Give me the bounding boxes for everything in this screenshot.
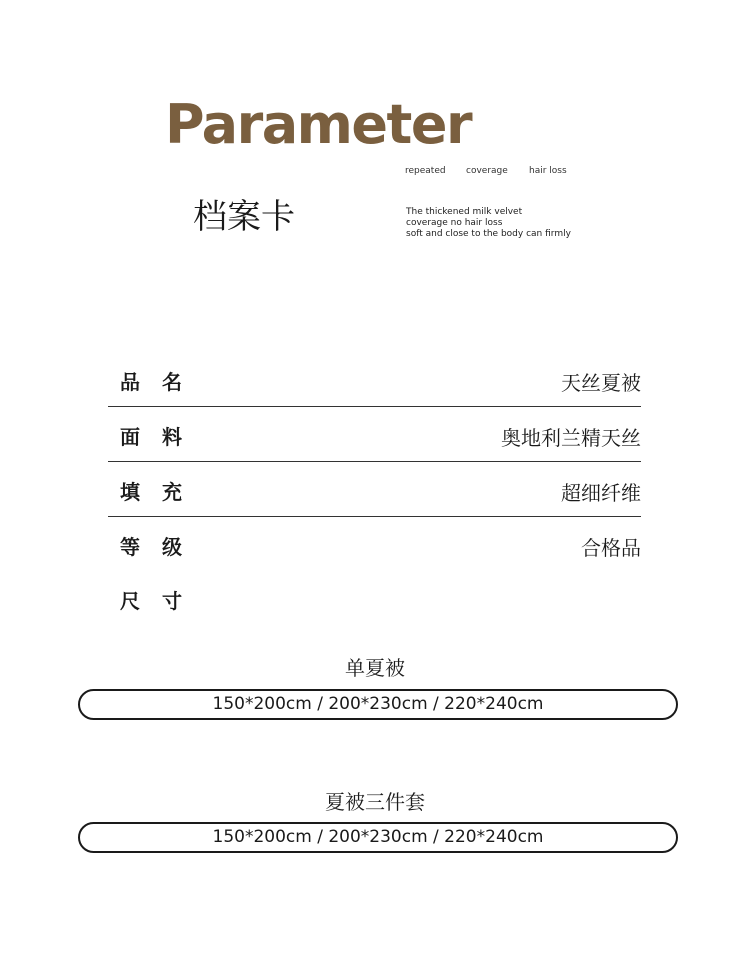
param-row-grade xyxy=(108,517,641,571)
size-title-single: 单夏被 xyxy=(345,656,405,680)
page-title: Parameter xyxy=(165,93,472,156)
tag-coverage: coverage xyxy=(466,166,508,176)
tag-hair-loss: hair loss xyxy=(529,166,567,176)
param-row-name xyxy=(108,352,641,407)
param-label: 填充 xyxy=(120,480,204,504)
description-line-3: soft and close to the body can firmly xyxy=(406,229,571,239)
param-label: 等级 xyxy=(120,535,204,559)
param-label: 面料 xyxy=(120,425,204,449)
size-title-set: 夏被三件套 xyxy=(325,790,425,814)
param-row-filling xyxy=(108,462,641,517)
param-value: 天丝夏被 xyxy=(561,371,641,395)
description-line-2: coverage no hair loss xyxy=(406,218,503,228)
param-row-size xyxy=(108,571,641,625)
size-spec-single: 150*200cm / 200*230cm / 220*240cm xyxy=(78,689,678,720)
description xyxy=(406,207,571,240)
subtitle: 档案卡 xyxy=(193,197,295,237)
parameter-table xyxy=(108,352,641,625)
description-line-1: The thickened milk velvet xyxy=(406,207,523,217)
tag-repeated: repeated xyxy=(405,166,446,176)
param-row-fabric xyxy=(108,407,641,462)
size-spec-set: 150*200cm / 200*230cm / 220*240cm xyxy=(78,822,678,853)
param-label: 尺寸 xyxy=(120,589,204,613)
param-label: 品名 xyxy=(120,370,204,394)
param-value: 超细纤维 xyxy=(561,481,641,505)
param-value: 奥地利兰精天丝 xyxy=(501,426,641,450)
param-value: 合格品 xyxy=(581,536,641,560)
